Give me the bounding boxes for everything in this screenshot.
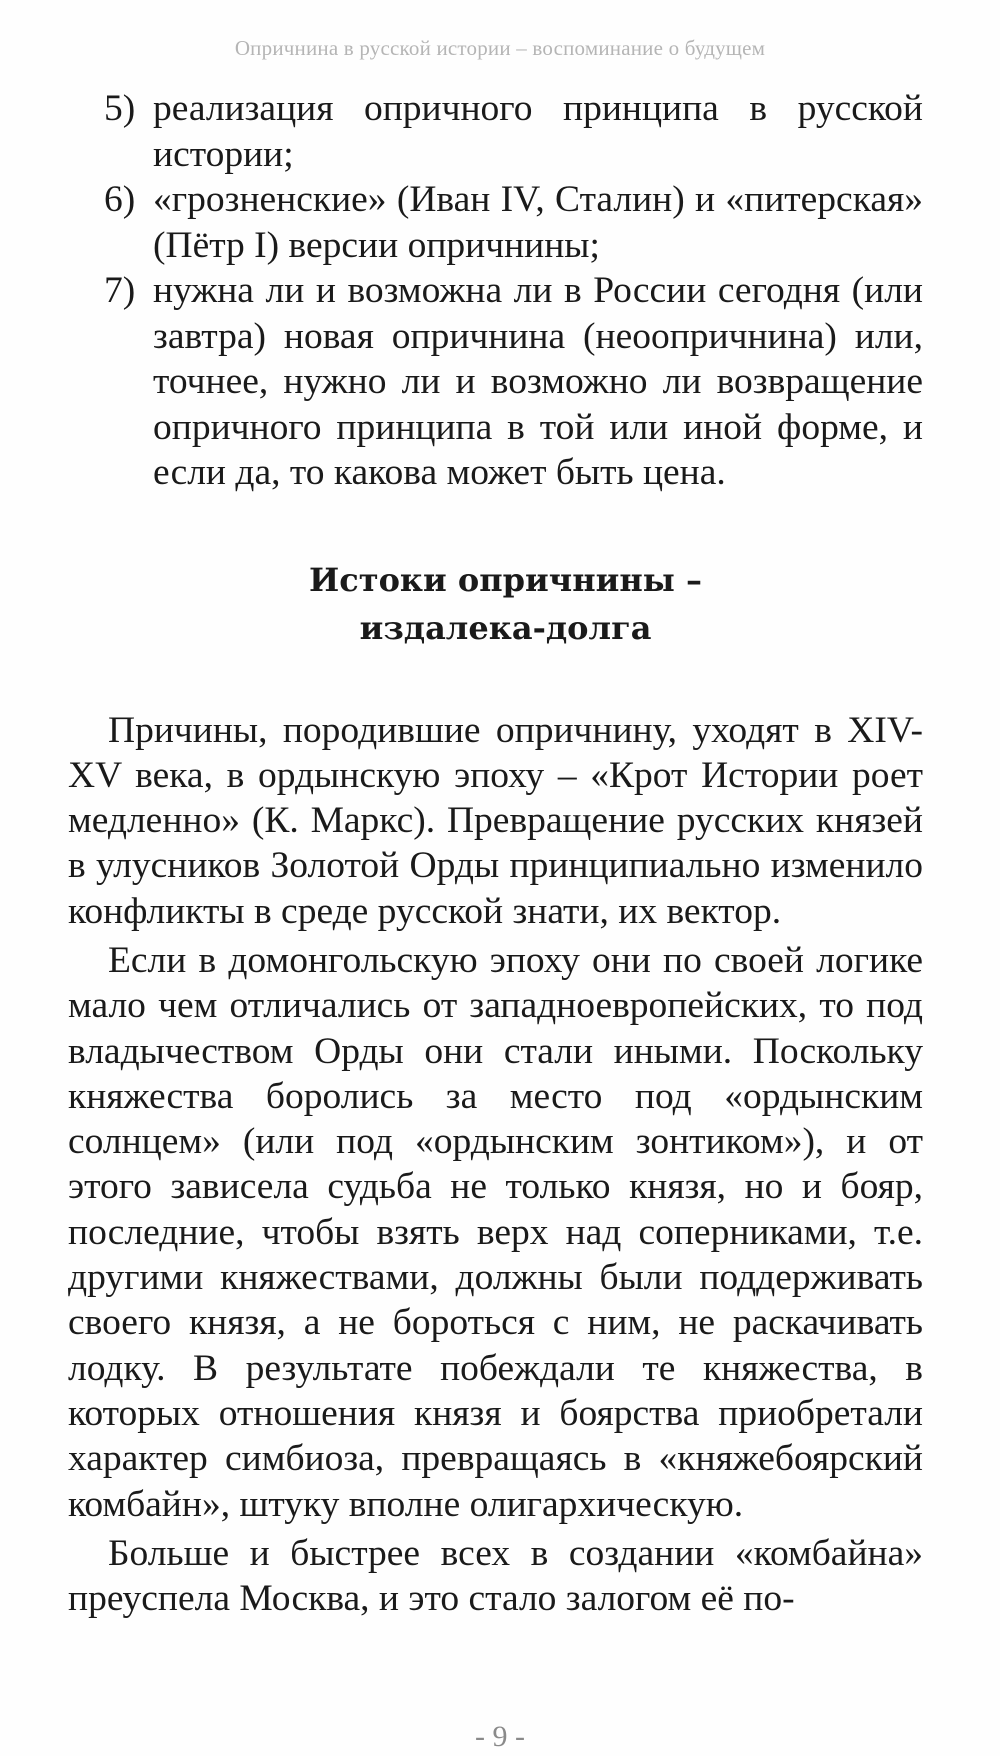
page-number: - 9 - [475, 1720, 525, 1753]
list-item-text: реализация опричного принципа в русской истории; [153, 88, 923, 175]
list-item [68, 268, 923, 496]
list-item-number: 7) [104, 270, 136, 311]
paragraph: Больше и быстрее всех в создании «комбайна» преуспела Москва, и это стало залогом её по- [68, 1532, 923, 1620]
page-content [68, 86, 923, 1621]
list-item-text: нужна ли и возможна ли в России сегодня (или завтра) новая опричнина (неоопричнина) или, точнее, нужно ли и возможно ли возвращение опричного принципа в той или иной форме, и если да, то какова может быть цена. [153, 270, 923, 493]
list-item-text: «грозненские» (Иван IV, Сталин) и «питерская» (Пётр I) версии опричнины; [153, 179, 923, 266]
numbered-list [68, 86, 923, 496]
section-heading-line-1: Истоки опричнины – [309, 560, 702, 599]
section-heading-line-2: издалека-долга [359, 608, 652, 647]
list-item-number: 6) [104, 179, 136, 220]
list-item-number: 5) [104, 88, 136, 129]
list-item [68, 177, 923, 268]
list-item [68, 86, 923, 177]
paragraph: Причины, породившие опричнину, уходят в XIV-XV века, в ордынскую эпоху – «Крот Истории роет медленно» (К. Маркс). Превращение русских князей в улусников Золотой Орды принципиально изменило конфликты в среде русской знати, их вектор. [68, 709, 923, 932]
body-text [68, 708, 923, 1622]
section-heading [68, 556, 923, 652]
paragraph: Если в домонгольскую эпоху они по своей логике мало чем отличались от западноевропейских, то под владычеством Орды они стали иными. Поскольку княжества боролись за место под «ордынским солнцем» (или под «ордынским зонтиком»), и от этого зависела судьба не только князя, но и бояр, последние, чтобы взять верх над соперниками, т.е. другими княжествами, должны были поддерживать своего князя, а не бороться с ним, не раскачивать лодку. В результате побеждали те княжества, в которых отношения князя и боярства приобретали характер симбиоза, превращаясь в «княжебоярский комбайн», штуку вполне олигархическую. [68, 939, 923, 1525]
running-header: Опричнина в русской истории – воспоминание о будущем [234, 36, 766, 60]
